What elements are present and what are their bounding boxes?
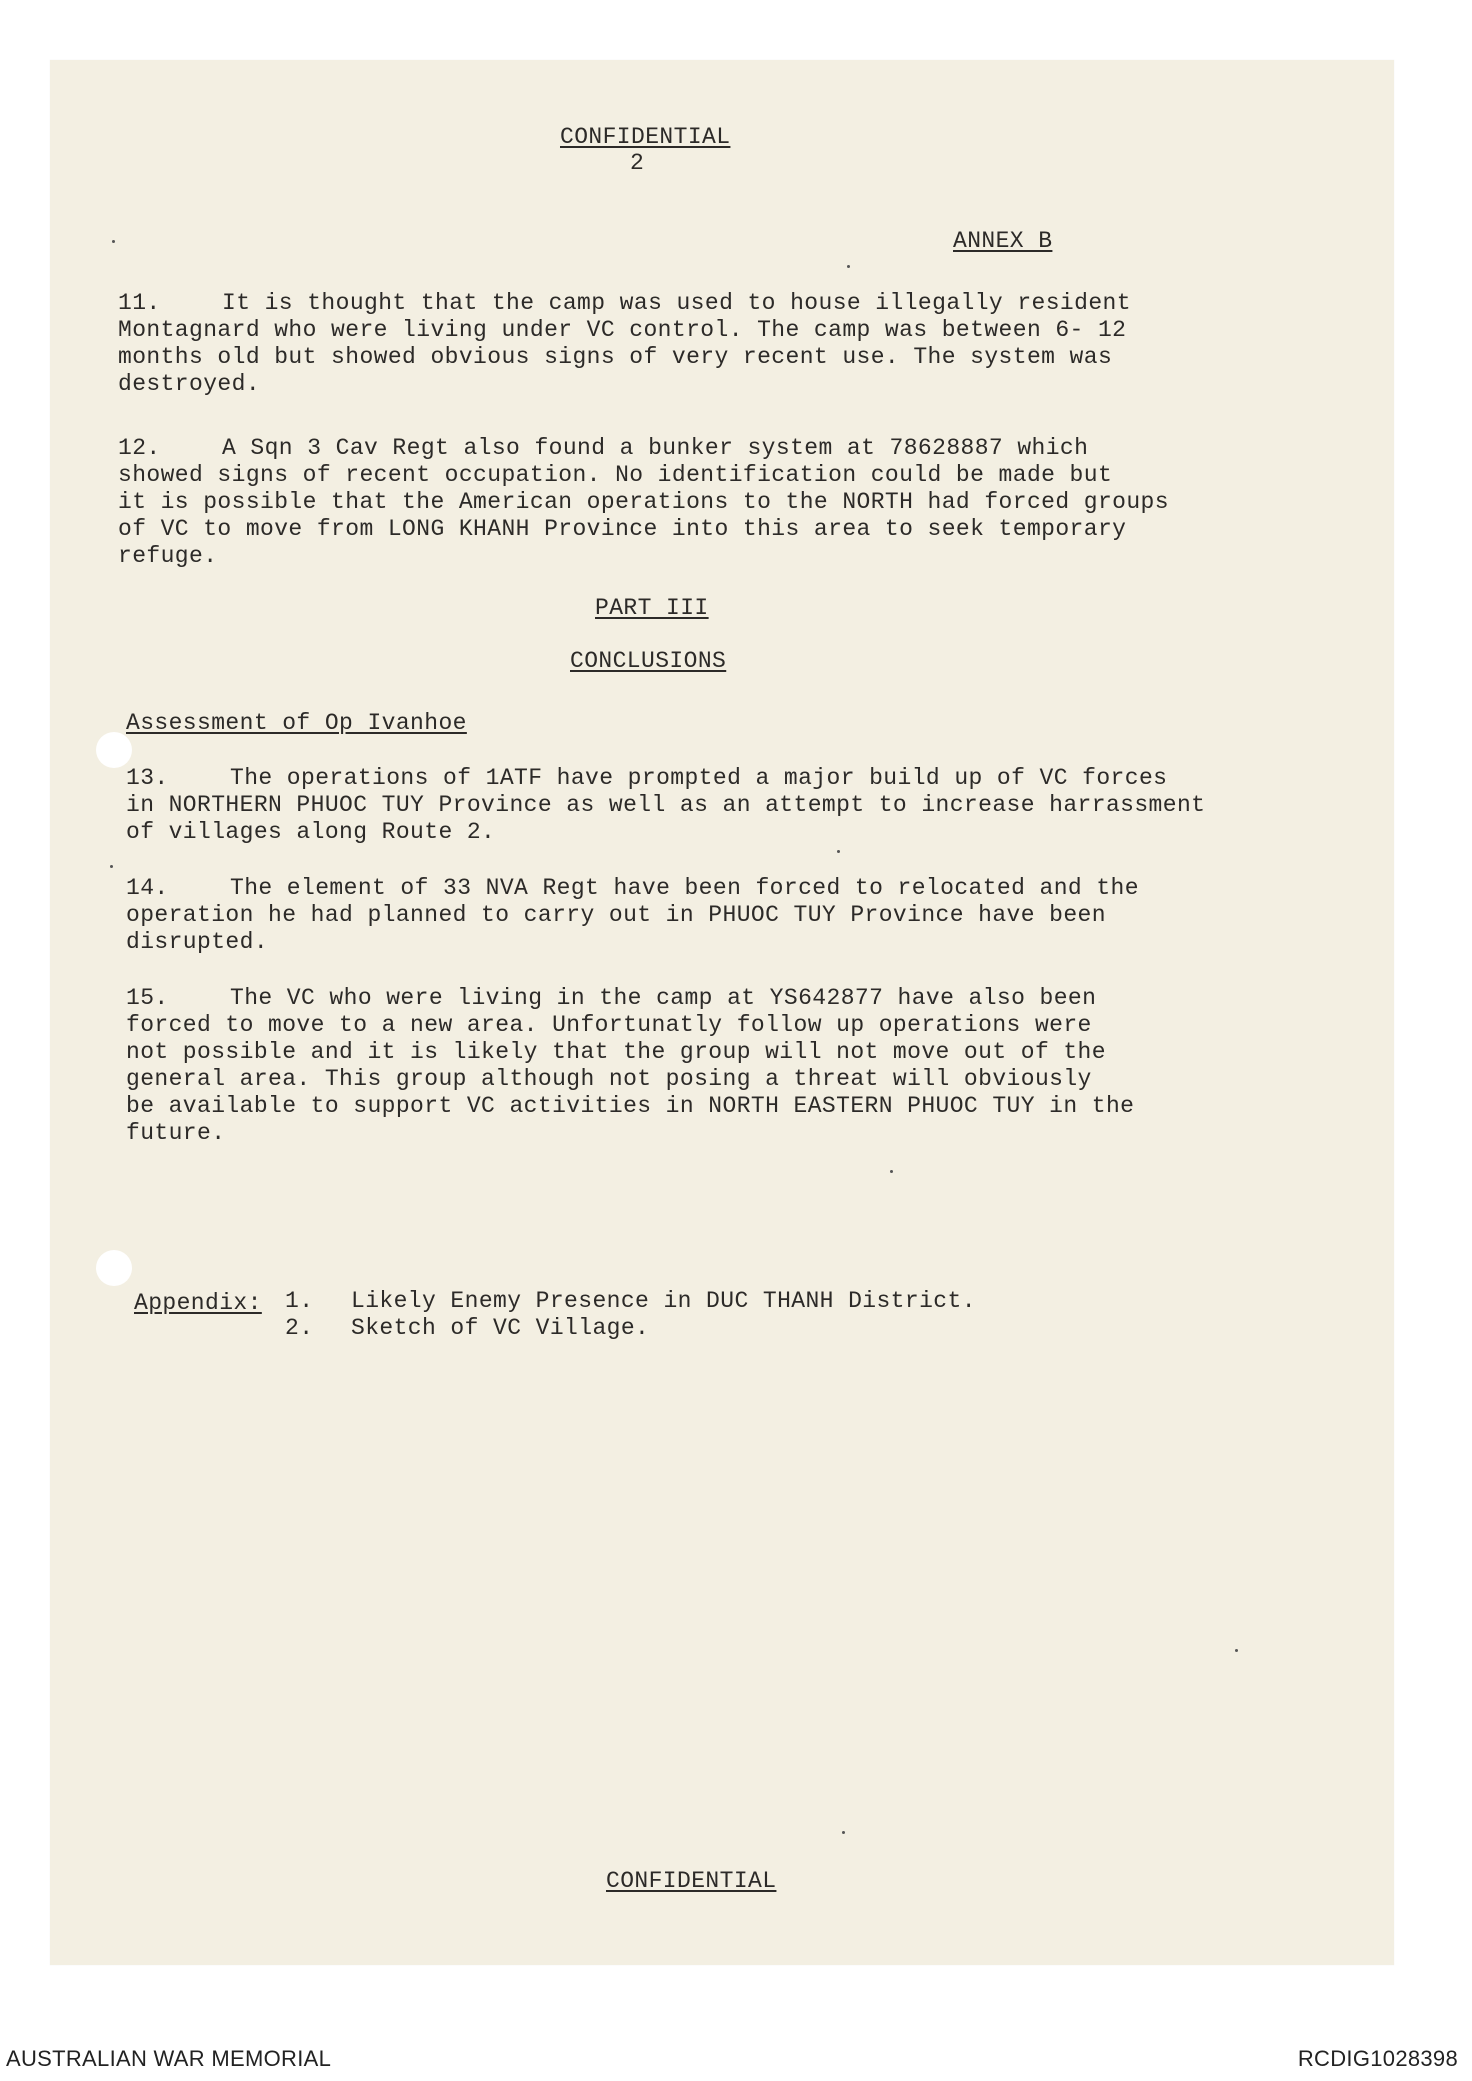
paragraph-line: months old but showed obvious signs of very recent use. The system was (118, 344, 1113, 370)
archive-footer-right: RCDIG1028398 (1297, 2046, 1458, 2071)
part-heading: PART III (595, 595, 709, 621)
paragraph-line: The operations of 1ATF have prompted a major build up of VC forces (230, 765, 1168, 791)
paragraph-line: refuge. (118, 543, 218, 569)
paragraph-12 (118, 435, 1178, 570)
paragraph-line: not possible and it is likely that the group will not move out of the (126, 1039, 1106, 1065)
paragraph-line: general area. This group although not posing a threat will obviously (126, 1066, 1092, 1092)
page-number: 2 (630, 150, 645, 176)
appendix-label: Appendix: (134, 1290, 262, 1316)
ink-speck (842, 1831, 845, 1834)
paragraph-line: Montagnard who were living under VC control. The camp was between 6- 12 (118, 317, 1127, 343)
paragraph-line: forced to move to a new area. Unfortunatly follow up operations were (126, 1012, 1092, 1038)
paragraph-line: be available to support VC activities in NORTH EASTERN PHUOC TUY in the (126, 1093, 1135, 1119)
punch-hole-bottom (96, 1250, 132, 1286)
document-page (50, 60, 1394, 1965)
appendix-item (285, 1315, 649, 1341)
paragraph-line: A Sqn 3 Cav Regt also found a bunker system at 78628887 which (222, 435, 1089, 461)
classification-header: CONFIDENTIAL (560, 124, 731, 150)
paragraph-line: It is thought that the camp was used to house illegally resident (222, 290, 1131, 316)
section-heading: CONCLUSIONS (570, 648, 727, 674)
paragraph-14 (126, 875, 1186, 956)
appendix-item-text: Likely Enemy Presence in DUC THANH District. (351, 1288, 976, 1314)
paragraph-line: of villages along Route 2. (126, 819, 496, 845)
paragraph-number: 11. (118, 290, 161, 316)
paragraph-line: future. (126, 1120, 226, 1146)
appendix-item-text: Sketch of VC Village. (351, 1315, 650, 1341)
annex-label: ANNEX B (953, 228, 1053, 254)
classification-footer: CONFIDENTIAL (606, 1868, 777, 1894)
paragraph-13 (126, 765, 1206, 846)
ink-speck (890, 1170, 893, 1173)
ink-speck (1235, 1649, 1238, 1652)
paragraph-line: it is possible that the American operations to the NORTH had forced groups (118, 489, 1169, 515)
paragraph-11 (118, 290, 1178, 398)
ink-speck (837, 850, 840, 853)
assessment-subheading: Assessment of Op Ivanhoe (126, 710, 467, 736)
paragraph-number: 15. (126, 985, 169, 1011)
appendix-item-number: 1. (285, 1288, 314, 1314)
paragraph-number: 14. (126, 875, 169, 901)
paragraph-line: The element of 33 NVA Regt have been forced to relocated and the (230, 875, 1139, 901)
paragraph-line: showed signs of recent occupation. No identification could be made but (118, 462, 1113, 488)
paragraph-line: operation he had planned to carry out in PHUOC TUY Province have been (126, 902, 1106, 928)
paragraph-line: destroyed. (118, 371, 261, 397)
ink-speck (847, 265, 850, 268)
ink-speck (112, 240, 115, 243)
ink-speck (110, 865, 113, 868)
punch-hole-top (96, 732, 132, 768)
paragraph-number: 12. (118, 435, 161, 461)
paragraph-number: 13. (126, 765, 169, 791)
paragraph-line: of VC to move from LONG KHANH Province into this area to seek temporary (118, 516, 1127, 542)
paragraph-line: The VC who were living in the camp at YS642877 have also been (230, 985, 1097, 1011)
paragraph-line: in NORTHERN PHUOC TUY Province as well as an attempt to increase harrassment (126, 792, 1206, 818)
appendix-item-number: 2. (285, 1315, 314, 1341)
appendix-item (285, 1288, 976, 1314)
paragraph-line: disrupted. (126, 929, 269, 955)
archive-footer-left: AUSTRALIAN WAR MEMORIAL (6, 2046, 332, 2071)
paragraph-15 (126, 985, 1186, 1147)
